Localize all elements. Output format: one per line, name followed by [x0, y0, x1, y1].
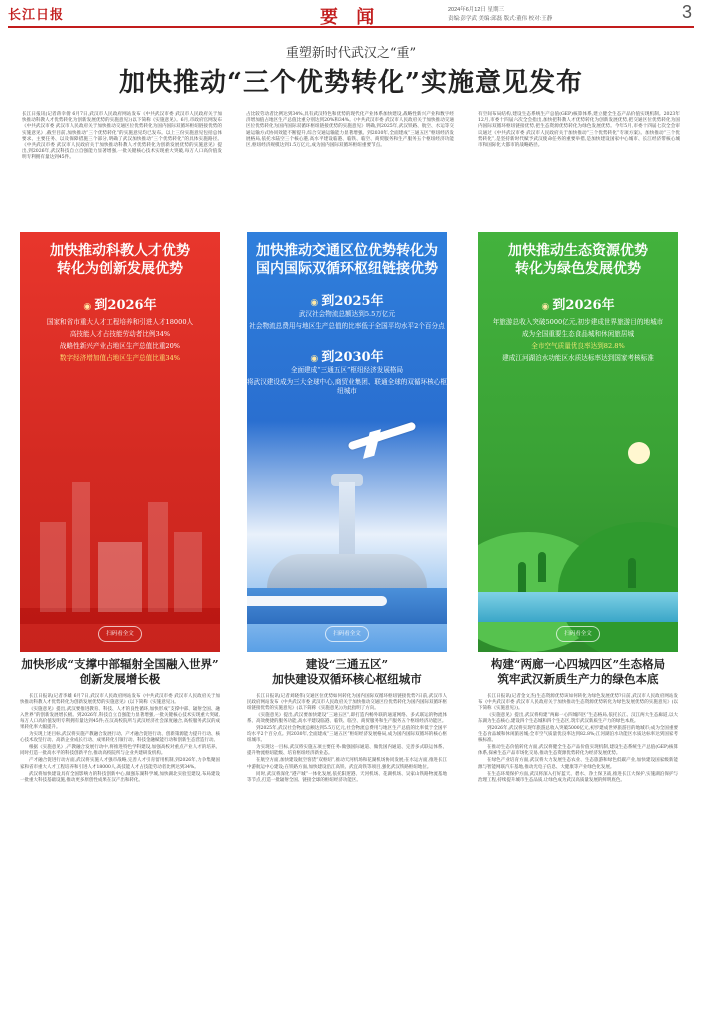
poster-eco-resources	[478, 232, 678, 652]
article-paragraph: 根据《实施意见》,产教融合发展行动中,将推进特色学科建设,加强高校对重点产业人才的培养。同时打造一批高水平的科技创新平台,推动高校院所与企业共建研发机构。	[20, 745, 220, 757]
issue-date: 2024年6月12日 星期三	[448, 7, 504, 13]
poster-target: 将武汉建设成为三大全球中心,商贸业集团、联通全球的双循环核心枢纽城市	[247, 378, 447, 395]
poster-year: ◉ 到2026年	[478, 294, 678, 313]
poster-transport-hub	[247, 232, 447, 652]
poster-title: 加快推动科教人才优势 转化为创新发展优势	[50, 243, 190, 277]
tree-icon	[538, 552, 546, 582]
article-paragraph: 到2026年,武汉将实现年旅游总收入突破5000亿元,初步建成世界旅游目的地城市;成为全国重要生态食品城和休闲旅居城;全市空气质量优良率达到82.8%;江河湖泊水功能区水质达标率达到国家考核标准。	[478, 726, 678, 744]
article-paragraph: 《实施意见》提出,武汉要加快建设“三通五区”,即打造内畅外联的通道网络、多式联运的物流体系、高效便捷的服务功能,高水平建设临港、临铁、临空、商贸服务和生产服务五个枢纽经济功能区。	[247, 713, 447, 725]
article-body-ecology	[478, 694, 678, 785]
article-headline: 建设“三通五区” 加快建设双循环核心枢纽城市	[272, 657, 422, 686]
poster-target: 国家和省市重大人才工程培养和引进人才18000人	[46, 318, 194, 326]
article-headline: 加快形成“支撑中部辐射全国融入世界” 创新发展增长极	[21, 657, 219, 686]
article-body-science	[20, 694, 220, 785]
poster-target: 建成江河湖泊水功能区水质达标率达到国家考核标准	[502, 354, 654, 362]
poster-target: 年旅游总收入突破5000亿元,初步建成世界旅游目的地城市	[492, 318, 664, 326]
poster-year: ◉ 到2026年	[20, 294, 220, 313]
tree-icon	[628, 558, 636, 588]
article-paragraph: 在生态环境保护方面,武汉将深入打好蓝天、碧水、净土保卫战,推进长江大保护,实施湖泊保护与治理工程,持续提升城市生态品质,让绿色成为武汉高质量发展的鲜明底色。	[478, 771, 678, 783]
section-title: 要 闻	[320, 7, 381, 28]
headline-kicker: 重塑新时代武汉之“重”	[285, 46, 417, 61]
article-paragraph: 武汉将加快建设具有全国影响力的科技创新中心,做强东湖科学城,加快湖北实验室建设,布局建设一批重大科技基础设施,推动更多原创性成果在汉产出和转化。	[20, 771, 220, 783]
poster-science-talent	[20, 232, 220, 652]
poster-target: 战略性新兴产业占地区生产总值比重20%	[59, 342, 181, 350]
editor-credits: 责编:彭学武 美编:邱磊 版式:董伟 校对:王静	[448, 16, 553, 22]
article-paragraph: 产才融合促进行动方面,武汉将实施人才强市战略,完善人才引育留用机制,到2026年,力争集聚国家和省市重大人才工程培养和引进人才18000人,高技能人才占技能劳动者比例达到34%。	[20, 758, 220, 770]
poster-target: 全面建成“三通五区”枢纽经济发展格局	[290, 366, 404, 374]
sun-icon	[628, 442, 650, 464]
page-number: 3	[681, 2, 692, 22]
article-paragraph: 长江日报讯(记者金文杰)生态资源优势该如何转化为绿色发展优势?日前,武汉市人民政府网站发布《中共武汉市委 武汉市人民政府关于加快推动生态资源优势转化为绿色发展优势的实施意见》(以下简称《实施意见》)。	[478, 694, 678, 712]
qr-code-label[interactable]: 扫码看全文	[556, 626, 600, 642]
article-paragraph: 长江日报讯(记者刘晓伟)交通区位优势如何转化为国内国际双循环枢纽链接优势?日前,武汉市人民政府网站发布《中共武汉市委 武汉市人民政府关于加快推动交通区位优势转化为国内国际双循环枢纽链接优势的实施意见》(以下简称《实施意见》)为此指明了方向。	[247, 694, 447, 712]
poster-target: 成为全国重要生态食品城和休闲旅居城	[521, 330, 635, 338]
poster-year: ◉ 到2025年	[247, 290, 447, 309]
poster-year: ◉ 到2030年	[247, 346, 447, 365]
article-paragraph: 在航空方面,加快建设航空客货“双枢纽”,推动天河机场和花湖机场协同发展;在水运方面,推进长江中游航运中心建设;在铁路方面,加快建设沿江高铁、武宜高铁等项目,强化武汉铁路枢纽地位。	[247, 758, 447, 770]
masthead	[8, 4, 694, 28]
article-body-transport	[247, 694, 447, 785]
article-paragraph: 同时,武汉将深化“港产城”一体化发展,依托阳逻港、天河机场、花湖机场、吴家山铁路物流基地等节点,打造一批辐射全国、链接全球的枢纽经济功能区。	[247, 771, 447, 783]
poster-target: 武汉社会物流总额达到5.5万亿元	[298, 310, 396, 318]
tree-icon	[518, 562, 526, 592]
article-paragraph: 为实现这一目标,武汉将实施五项主要任务:做强国际通道、做优国内通道、完善多式联运体系、提升物流枢纽能级、培育枢纽经济新业态。	[247, 745, 447, 757]
article-paragraph: 为实现上述目标,武汉将实施产教融合发展行动、产才融合促进行动、创新策源能力提升行动、核心技术攻坚行动、高新企业成长行动、成果转化引领行动、科技金融赋能行动和创新生态营造行动。	[20, 732, 220, 744]
poster-target: 数字经济增加值占地区生产总值比重34%	[59, 354, 181, 362]
article-paragraph: 《实施意见》提出,武汉要推进教育、科技、人才的良性循环,加快形成“支撑中部、辐射全国、融入世界”的创新发展增长极。到2026年,科技自立自强能力显著增强,一批关键核心技术实现重大突破,每万人口高价值发明专利拥有量达到45件;在汉高校院所与武汉经济社会深度融合,高校服务武汉的成果转化率大幅提升。	[20, 707, 220, 731]
qr-code-label[interactable]: 扫码看全文	[325, 626, 369, 642]
qr-code-label[interactable]: 扫码看全文	[98, 626, 142, 642]
poster-target: 高技能人才占技能劳动者比例34%	[69, 330, 171, 338]
lead-column-1: 长江日报讯(记者蒋幸倩 6月7日,武汉市人民政府网站发布《中共武汉市委 武汉市人民政府关于加快推动科教人才优势转化为创新发展优势的实施意见》)以下简称《实施意见》。6月,市政府官网发布《中共武汉市委 武汉市人民政府关于加快推动交通区位优势转化为国内国际双循环枢纽链接优势的实施意见》,截至目前,加快推动“三个优势转化”的实施意见均已发布。以上三份实施意见包括总体要求、主要任务、以及保障措施三个部分,明确了武汉加快推动“三个优势转化”的具体实施路径。《中共武汉市委 武汉市人民政府关于加快推动科教人才优势转化为创新发展优势的实施意见》提出,到2026年,武汉科技自立自强能力显著增强,一批关键核心技术实现重大突破,每万人口高价值发明专利拥有量达到45件。	[22, 112, 222, 161]
airplane-icon	[347, 421, 416, 450]
train-icon	[247, 596, 387, 606]
article-headline: 构建“两廊一心四城四区”生态格局 筑牢武汉新质生产力的绿色本底	[490, 657, 666, 686]
article-paragraph: 《实施意见》提出,武汉将构建“两廊一心四城四区”生态格局,依托长江、汉江两大生态廊道,以大东湖为生态核心,建设四个生态城和四个生态区,筑牢武汉新质生产力的绿色本底。	[478, 713, 678, 725]
poster-title: 加快推动生态资源优势 转化为绿色发展优势	[508, 243, 648, 277]
poster-target: 社会物流总费用与地区生产总值的比率低于全国平均水平2个百分点	[249, 322, 445, 330]
poster-target: 全市空气质量优良率达到82.8%	[531, 342, 625, 350]
article-paragraph: 长江日报讯(记者李雄 6月7日,武汉市人民政府网站发布《中共武汉市委 武汉市人民政府关于加快推动科教人才优势转化为创新发展优势的实施意见》(以下简称《实施意见》)。	[20, 694, 220, 706]
lead-column-2: 占比较劳动者比例达到34%,具有武汉特色和优势的现代化产业体系加快建设,战略性新兴产业和数字经济增加值占地区生产总值比重分别达到20%和34%。《中共武汉市委 武汉市人民政府关于加快推动交通区位优势转化为国内国际双循环枢纽链接优势的实施意见》明确,到2025年,武汉铁路、航空、水运等交通运输方式协同效能不断提升,综合交通运输能力显著增强。到2030年,全面建成“三通五区”枢纽经济发展格局,依托水陆空三个核心港,高水平建设临港、临铁、临空、商贸服务和生产服务五个枢纽经济功能区,枢纽经济规模达到1.5万亿元,成为国内国际双循环枢纽重要节点。	[246, 112, 454, 149]
poster-title: 加快推动交通区位优势转化为 国内国际双循环枢纽链接优势	[256, 243, 438, 277]
lead-column-3: 有空间布局结构,建设生态系统生产总值(GEP)核算体系,建立健全生态产品价值实现机制。2023年12月,市委十四届六次全会指出,加快把科教人才优势转化为创新发展优势,把交通区位优势转化为国内国际双循环枢纽链接优势,把生态资源优势转化为绿色发展优势。今年5月,市委十四届七次全会审议通过《中共武汉市委 武汉市人民政府关于加快推动“三个优势转化”专项方案》。加快推动“三个优势转化”,是坚持新时代赋予武汉使命任务的重要举措,是加快建设国家中心城市、长江经济带核心城市和国际化大都市的战略路径。	[478, 112, 680, 149]
article-paragraph: 在绿色产业培育方面,武汉将大力发展生态农业、生态旅游和绿色低碳产业,加快建设国家级新能源与智能网联汽车基地,推动光电子信息、大健康等产业绿色化发展。	[478, 758, 678, 770]
article-paragraph: 到2025年,武汉社会物流总额达到5.5万亿元,社会物流总费用与地区生产总值的比率低于全国平均水平2个百分点。到2030年,全面建成“三通五区”枢纽经济发展格局,成为国内国际双循环的核心枢纽城市。	[247, 726, 447, 744]
main-headline: 加快推动“三个优势转化”实施意见发布	[119, 68, 583, 98]
newspaper-logo: 长江日报	[8, 8, 65, 23]
article-paragraph: 在推动生态价值转化方面,武汉将健全生态产品价值实现机制,建设生态系统生产总值(GEP)核算体系,探索生态产品市场化交易,推动生态资源优势转化为经济发展优势。	[478, 745, 678, 757]
